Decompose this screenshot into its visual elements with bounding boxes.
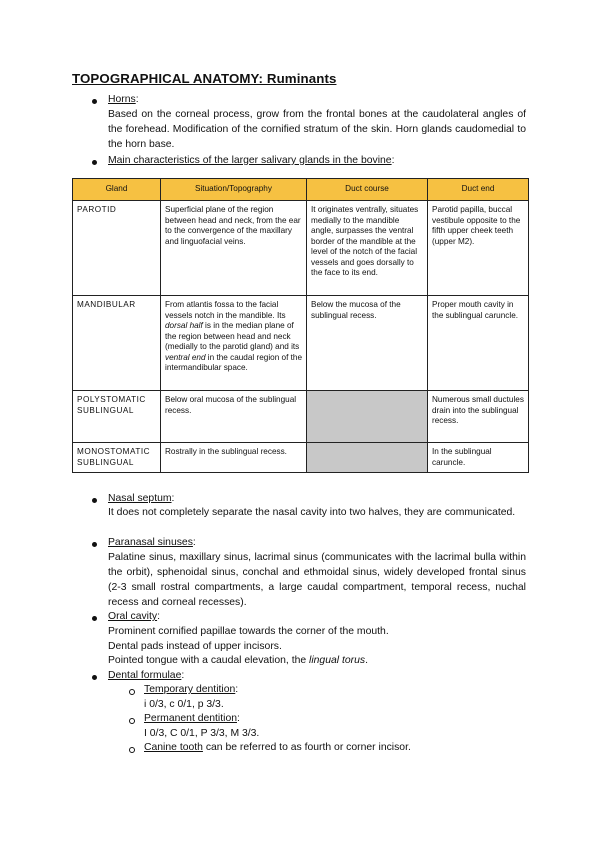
situation-em: ventral end (165, 352, 206, 362)
bullet-dot (92, 160, 97, 165)
header-situation: Situation/Topography (161, 179, 307, 201)
table-row (73, 391, 529, 443)
temporary-value: i 0/3, c 0/1, p 3/3. (144, 699, 224, 710)
dental-heading: Dental formulae: (108, 670, 185, 681)
duct-course-cell-empty (307, 443, 428, 473)
duct-end-cell: In the sublingual caruncle. (428, 443, 529, 473)
oral-line-3-text: Pointed tongue with a caudal elevation, the (108, 655, 310, 666)
salivary-label: Main characteristics of the larger salivary glands in the bovine (108, 155, 392, 166)
gland-cell: MANDIBULAR (73, 296, 161, 391)
header-gland: Gland (73, 179, 161, 201)
paranasal-label: Paranasal sinuses (108, 537, 193, 548)
bullet-dot (92, 675, 97, 680)
situation-text: is in the median plane of the region between head and neck (medially to the parotid gland) and its (165, 321, 300, 351)
duct-end-cell: Numerous small ductules drain into the sublingual recess. (428, 391, 529, 443)
gland-cell: MONOSTOMATIC SUBLINGUAL (73, 443, 161, 473)
page-title: TOPOGRAPHICAL ANATOMY: Ruminants (72, 71, 337, 86)
duct-course-cell: Below the mucosa of the sublingual recess. (307, 296, 428, 391)
horns-text: Based on the corneal process, grow from the frontal bones at the caudolateral angles of the forehead. Modification of the cornified stratum of the skin. Horn glands caudomedial to the horn base. (108, 109, 526, 150)
canine-label: Canine tooth (144, 742, 203, 753)
situation-text: in the caudal region of the intermandibular space. (165, 352, 303, 372)
bullet-dot (92, 498, 97, 503)
situation-cell (161, 296, 307, 391)
duct-end-cell: Proper mouth cavity in the sublingual caruncle. (428, 296, 529, 391)
table-row (73, 201, 529, 296)
oral-heading: Oral cavity: (108, 611, 160, 622)
permanent-value: I 0/3, C 0/1, P 3/3, M 3/3. (144, 728, 260, 739)
bullet-dot (92, 616, 97, 621)
nasal-septum-text: It does not completely separate the nasal cavity into two halves, they are communicated. (108, 507, 516, 518)
table-row (73, 296, 529, 391)
temporary-label: Temporary dentition (144, 684, 236, 695)
paranasal-text: Palatine sinus, maxillary sinus, lacrimal sinus (communicates with the lacrimal bulla within the orbit), sphenoidal sinus, conchal and ethmoidal sinus, widely developed frontal sinus (2-3 small rostral compartments, a large caudal compartment, temporal recess, nuchal recess and corneal recesses). (108, 552, 526, 608)
table-row (73, 443, 529, 473)
oral-line-1: Prominent cornified papillae towards the corner of the mouth. (108, 626, 389, 637)
sub-bullet-ring (129, 689, 135, 695)
nasal-septum-label: Nasal septum (108, 493, 172, 504)
bullet-dot (92, 99, 97, 104)
nasal-septum-heading: Nasal septum: (108, 493, 175, 504)
table-header-row (73, 179, 529, 201)
oral-line-2: Dental pads instead of upper incisors. (108, 641, 282, 652)
salivary-heading: Main characteristics of the larger salivary glands in the bovine: (108, 155, 395, 166)
gland-cell: POLYSTOMATIC SUBLINGUAL (73, 391, 161, 443)
paranasal-heading: Paranasal sinuses: (108, 537, 196, 548)
situation-cell: Rostrally in the sublingual recess. (161, 443, 307, 473)
duct-course-cell: It originates ventrally, situates medially to the mandible angle, surpasses the ventral border of the mandible at the level of the notch of the facial vessels and goes dorsally to the face to its end. (307, 201, 428, 296)
sub-bullet-ring (129, 747, 135, 753)
canine-text: can be referred to as fourth or corner incisor. (202, 742, 411, 753)
sub-bullet-ring (129, 718, 135, 724)
salivary-glands-table (72, 178, 529, 473)
canine-line (144, 740, 411, 755)
bullet-dot (92, 542, 97, 547)
oral-line-3-em: lingual torus (309, 655, 366, 666)
situation-cell: Superficial plane of the region between head and neck, from the ear to the convergence of the maxillary and linguofacial veins. (161, 201, 307, 296)
gland-cell: PAROTID (73, 201, 161, 296)
duct-end-cell: Parotid papilla, buccal vestibule opposite to the fifth upper cheek teeth (upper M2). (428, 201, 529, 296)
temporary-heading: Temporary dentition: (144, 684, 239, 695)
oral-line-3-end: . (365, 655, 368, 666)
permanent-label: Permanent dentition (144, 713, 237, 724)
permanent-heading: Permanent dentition: (144, 713, 240, 724)
horns-label: Horns (108, 94, 136, 105)
oral-line-3 (108, 653, 368, 668)
situation-cell: Below oral mucosa of the sublingual recess. (161, 391, 307, 443)
duct-course-cell-empty (307, 391, 428, 443)
situation-text: From atlantis fossa to the facial vessels notch in the mandible. Its (165, 300, 286, 320)
header-duct-course: Duct course (307, 179, 428, 201)
horns-heading: Horns: (108, 94, 139, 105)
situation-em: dorsal half (165, 321, 203, 330)
header-duct-end: Duct end (428, 179, 529, 201)
dental-label: Dental formulae (108, 670, 182, 681)
oral-label: Oral cavity (108, 611, 158, 622)
